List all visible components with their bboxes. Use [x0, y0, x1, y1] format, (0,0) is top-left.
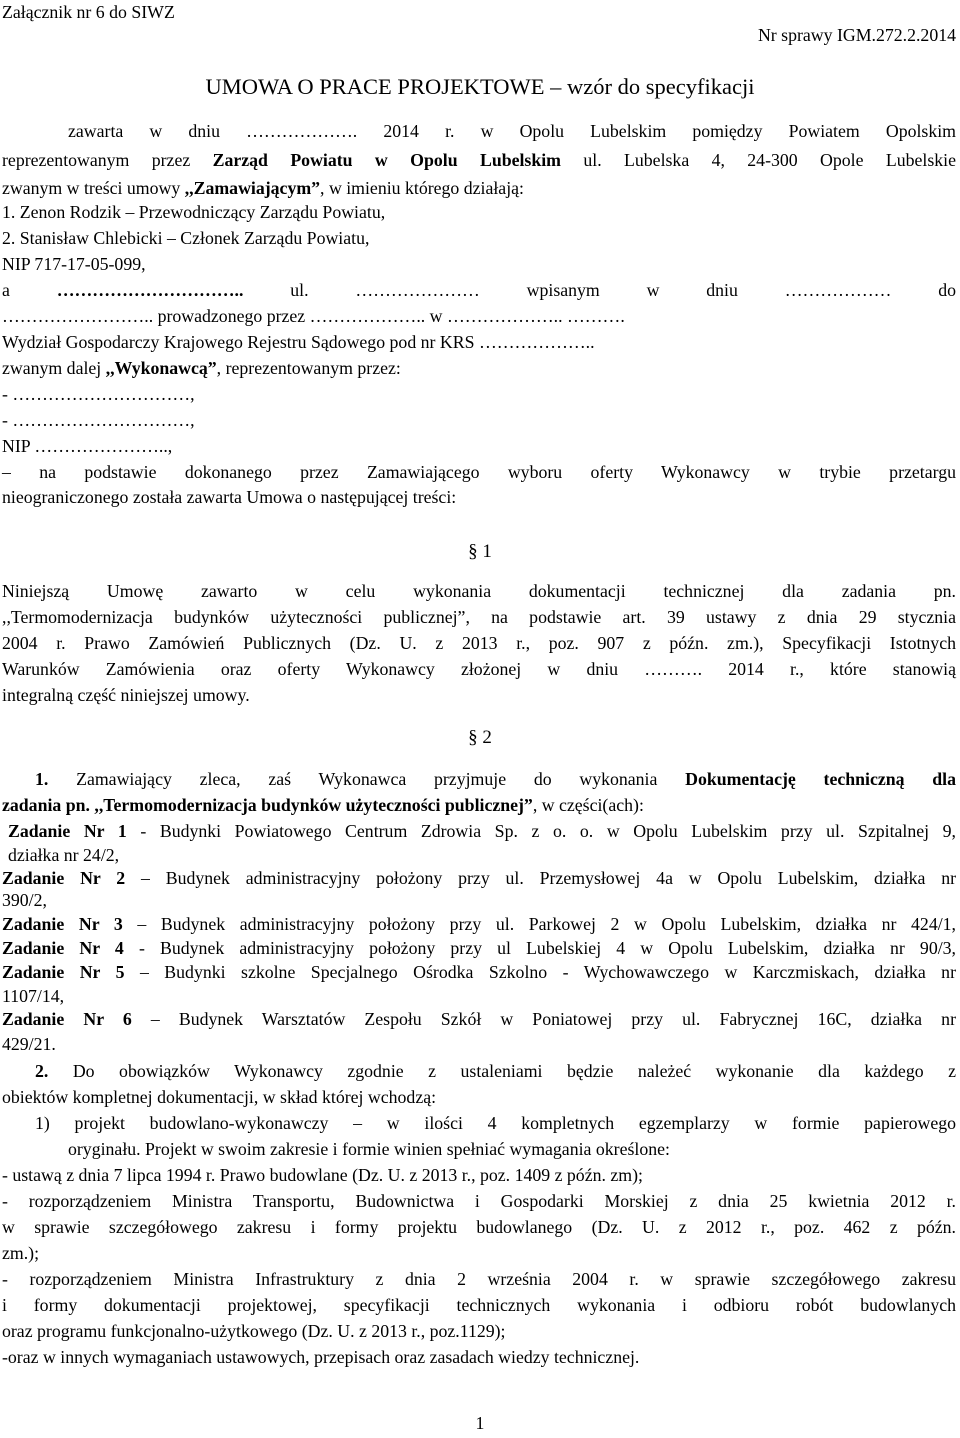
task-6: Zadanie Nr 6 – Budynek Warsztatów Zespołu Szkół w Poniatowej przy ul. Fabrycznej 16C, działka nr: [2, 1009, 956, 1029]
law-reference: w sprawie szczegółowego zakresu i formy projektu budowlanego (Dz. U. z 2012 r., poz. 462 z późn.: [2, 1217, 956, 1237]
representative-2: 2. Stanisław Chlebicki – Członek Zarządu Powiatu,: [2, 228, 370, 248]
krs-line: Wydział Gospodarczy Krajowego Rejestru Sądowego pod nr KRS ………………..: [2, 332, 595, 352]
list-item: 1) projekt budowlano-wykonawczy – w ilości 4 kompletnych egzemplarzy w formie papierowego: [35, 1113, 956, 1133]
nip-ordering-party: NIP 717-17-05-099,: [2, 254, 146, 274]
section-2-point-2: obiektów kompletnej dokumentacji, w skład której wchodzą:: [2, 1087, 437, 1107]
contractor-line: zwanym dalej ,,Wykonawcą”, reprezentowanym przez:: [2, 358, 401, 378]
contractor-line: a ………………………….. ul. ………………… wpisanym w dniu ……………… do: [2, 280, 956, 300]
section-1-line: ,,Termomodernizacja budynków użyteczności publicznej”, na podstawie art. 39 ustawy z dnia 29 stycznia: [2, 607, 956, 627]
section-1-line: 2004 r. Prawo Zamówień Publicznych (Dz. U. z 2013 r., poz. 907 z późn. zm.), Specyfikacji Istotnych: [2, 633, 956, 653]
section-2-point-1: 1. Zamawiający zleca, zaś Wykonawca przyjmuje do wykonania Dokumentację techniczną dla: [35, 769, 956, 789]
task-1: Zadanie Nr 1 - Budynki Powiatowego Centrum Zdrowia Sp. z o. o. w Opolu Lubelskim przy ul. Szpitalnej 9,: [8, 821, 956, 841]
section-2-heading: § 2: [468, 727, 492, 748]
task-6: 429/21.: [2, 1034, 56, 1054]
task-5: Zadanie Nr 5 – Budynki szkolne Specjalnego Ośrodka Szkolno - Wychowawczego w Karczmiskach, działka nr: [2, 962, 956, 982]
section-1-line: integralną część niniejszej umowy.: [2, 685, 250, 705]
contractor-rep-2: - …………………………,: [2, 410, 195, 430]
annex-label: Załącznik nr 6 do SIWZ: [2, 2, 175, 22]
task-5: 1107/14,: [2, 986, 65, 1006]
law-reference: - ustawą z dnia 7 lipca 1994 r. Prawo budowlane (Dz. U. z 2013 r., poz. 1409 z późn. zm);: [2, 1165, 643, 1185]
intro-line: zawarta w dniu ………………. 2014 r. w Opolu Lubelskim pomiędzy Powiatem Opolskim: [68, 121, 956, 141]
law-reference: i formy dokumentacji projektowej, specyfikacji technicznych wykonania i odbioru robót budowlanych: [2, 1295, 956, 1315]
nip-contractor: NIP …………………..,: [2, 436, 173, 456]
section-1-line: Niniejszą Umowę zawarto w celu wykonania dokumentacji technicznej dla zadania pn.: [2, 581, 956, 601]
intro-line: reprezentowanym przez Zarząd Powiatu w Opolu Lubelskim ul. Lubelska 4, 24-300 Opole Lubelskie: [2, 150, 956, 170]
task-1: działka nr 24/2,: [8, 845, 120, 865]
law-reference: zm.);: [2, 1243, 40, 1263]
intro-line: nieograniczonego została zawarta Umowa o następującej treści:: [2, 487, 457, 507]
law-reference: - rozporządzeniem Ministra Transportu, Budownictwa i Gospodarki Morskiej z dnia 25 kwietnia 2012 r.: [2, 1191, 956, 1211]
task-2: Zadanie Nr 2 – Budynek administracyjny położony przy ul. Przemysłowej 4a w Opolu Lubelskim, działka nr: [2, 868, 957, 888]
intro-line: – na podstawie dokonanego przez Zamawiającego wyboru oferty Wykonawcy w trybie przetargu: [2, 462, 956, 482]
section-1-heading: § 1: [468, 541, 492, 562]
page-number: 1: [475, 1413, 485, 1433]
intro-line: zwanym w treści umowy ,,Zamawiającym”, w imieniu którego działają:: [2, 178, 524, 198]
contractor-line: …………………….. prowadzonego przez ……………….. w ……………….. ……….: [2, 306, 625, 326]
law-reference: -oraz w innych wymaganiach ustawowych, przepisach oraz zasadach wiedzy technicznej.: [2, 1347, 640, 1367]
representative-1: 1. Zenon Rodzik – Przewodniczący Zarządu Powiatu,: [2, 202, 386, 222]
list-item: oryginału. Projekt w swoim zakresie i formie winien spełniać wymagania określone:: [68, 1139, 670, 1159]
law-reference: oraz programu funkcjonalno-użytkowego (Dz. U. z 2013 r., poz.1129);: [2, 1321, 506, 1341]
section-1-line: Warunków Zamówienia oraz oferty Wykonawcy złożonej w dniu ………. 2014 r., które stanowią: [2, 659, 956, 679]
section-2-point-2: 2. Do obowiązków Wykonawcy zgodnie z ustaleniami będzie należeć wykonanie dla każdego z: [35, 1061, 956, 1081]
case-number: Nr sprawy IGM.272.2.2014: [757, 25, 956, 45]
law-reference: - rozporządzeniem Ministra Infrastruktury z dnia 2 września 2004 r. w sprawie szczegółowego zakresu: [2, 1269, 956, 1289]
task-4: Zadanie Nr 4 - Budynek administracyjny położony przy ul Lubelskiej 4 w Opolu Lubelskim, działka nr 90/3,: [2, 938, 956, 958]
document-title: UMOWA O PRACE PROJEKTOWE – wzór do specyfikacji: [205, 74, 755, 99]
task-3: Zadanie Nr 3 – Budynek administracyjny położony przy ul. Parkowej 2 w Opolu Lubelskim, działka nr 424/1,: [2, 914, 956, 934]
section-2-point-1: zadania pn. ,,Termomodernizacja budynków użyteczności publicznej”, w części(ach):: [2, 795, 644, 815]
contractor-rep-1: - …………………………,: [2, 384, 195, 404]
task-2: 390/2,: [2, 890, 47, 910]
